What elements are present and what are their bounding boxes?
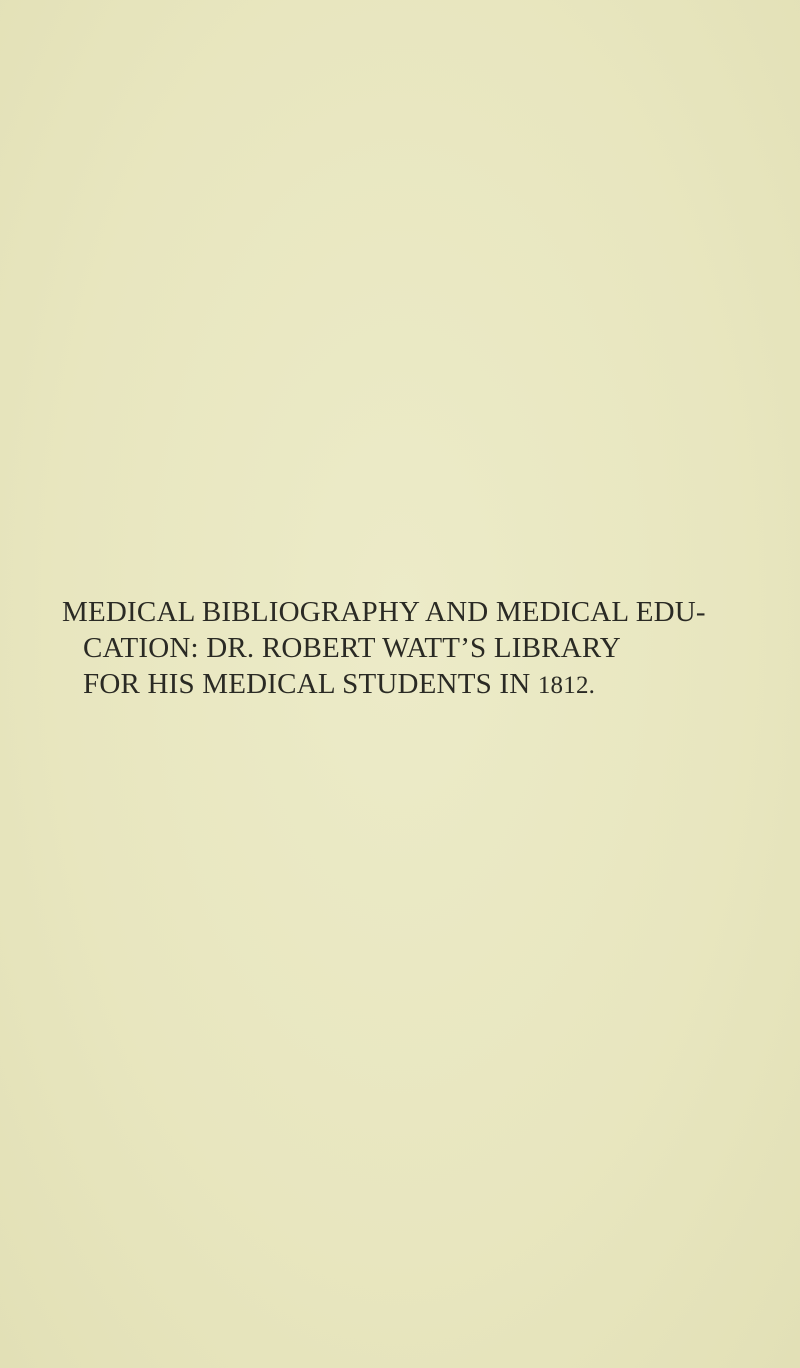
title-line-3-text: FOR HIS MEDICAL STUDENTS IN: [83, 668, 538, 700]
title-line-2: CATION: DR. ROBERT WATT’S LIBRARY: [83, 632, 621, 664]
title-line-3: [62, 666, 762, 704]
chapter-title: [62, 594, 762, 704]
title-line-1: MEDICAL BIBLIOGRAPHY AND MEDICAL EDU-: [62, 596, 706, 628]
title-year: 1812.: [537, 672, 596, 699]
